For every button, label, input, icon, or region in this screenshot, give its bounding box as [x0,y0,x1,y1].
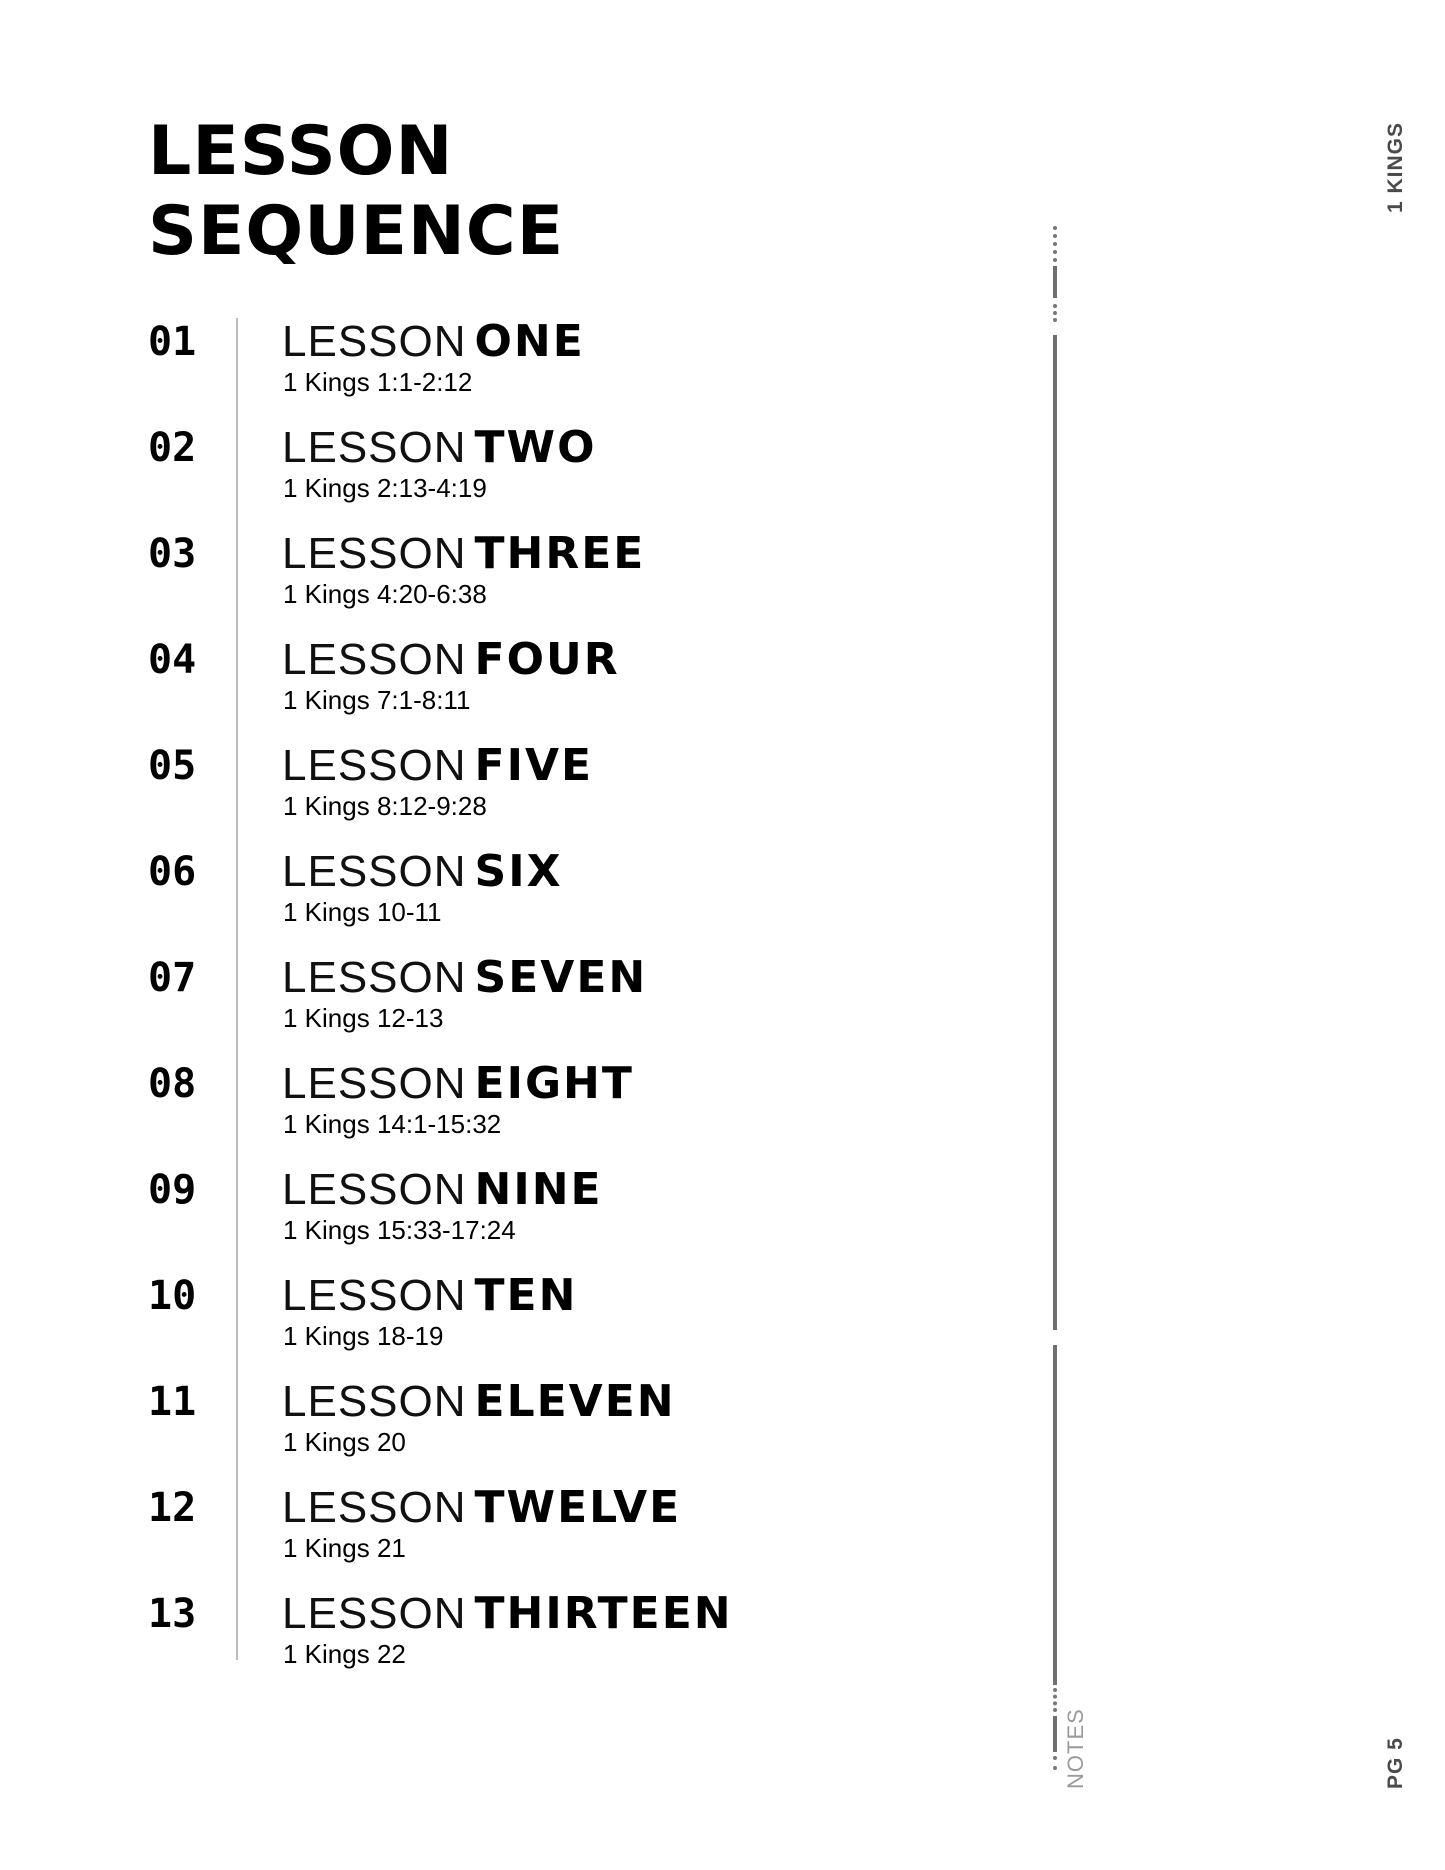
lesson-row [0,318,1000,418]
lesson-reference: 1 Kings 4:20-6:38 [283,579,487,609]
lesson-name: TWELVE [474,1482,682,1533]
lesson-number: 06 [148,849,197,895]
lesson-word: LESSON [282,847,467,896]
lesson-heading [282,954,647,1002]
lesson-name: NINE [474,1164,603,1215]
lesson-reference: 1 Kings 12-13 [283,1003,444,1033]
lesson-number: 02 [148,425,197,471]
lesson-row [0,954,1000,1054]
lesson-heading [282,1272,577,1320]
book-label: 1 KINGS [1384,121,1407,213]
lesson-reference: 1 Kings 18-19 [283,1321,444,1351]
lesson-name: ELEVEN [474,1376,676,1427]
lesson-name: THIRTEEN [474,1588,733,1639]
lesson-heading [282,848,563,896]
lesson-heading [282,636,620,684]
rule-segment-main [1053,335,1057,1330]
lesson-heading [282,1590,733,1638]
rule-segment-bottom [1053,1716,1057,1752]
lesson-name: TEN [474,1270,578,1321]
rule-dots-lower [1053,1688,1061,1712]
lesson-heading [282,424,596,472]
lesson-heading [282,1484,681,1532]
lesson-word: LESSON [282,1483,467,1532]
lesson-word: LESSON [282,1059,467,1108]
lesson-reference: 1 Kings 22 [283,1639,406,1669]
lesson-name: SEVEN [474,952,648,1003]
lesson-name: FOUR [474,634,620,685]
lesson-number: 01 [148,319,197,365]
rule-segment-top [1053,266,1057,298]
lesson-number: 13 [148,1591,197,1637]
lesson-reference: 1 Kings 2:13-4:19 [283,473,487,503]
lesson-word: LESSON [282,317,467,366]
lesson-heading [282,1060,634,1108]
lesson-word: LESSON [282,741,467,790]
lesson-reference: 1 Kings 15:33-17:24 [283,1215,516,1245]
lesson-name: EIGHT [474,1058,634,1109]
lesson-heading [282,318,585,366]
lesson-word: LESSON [282,1165,467,1214]
lesson-row [0,1166,1000,1266]
lesson-row [0,636,1000,736]
lesson-name: SIX [474,846,563,897]
lesson-row [0,1272,1000,1372]
lesson-word: LESSON [282,1271,467,1320]
lesson-reference: 1 Kings 20 [283,1427,406,1457]
lesson-name: FIVE [474,740,594,791]
lesson-reference: 1 Kings 8:12-9:28 [283,791,487,821]
lesson-word: LESSON [282,529,467,578]
lesson-number: 05 [148,743,197,789]
lesson-word: LESSON [282,635,467,684]
lesson-number: 11 [148,1379,197,1425]
lesson-row [0,848,1000,948]
lesson-number: 10 [148,1273,197,1319]
lesson-row [0,742,1000,842]
page-number: PG 5 [1384,1737,1407,1789]
lesson-number: 09 [148,1167,197,1213]
lesson-word: LESSON [282,1377,467,1426]
lesson-row [0,1484,1000,1584]
lesson-row [0,1590,1000,1690]
lesson-row [0,424,1000,524]
lesson-reference: 1 Kings 21 [283,1533,406,1563]
rule-dots-bottom [1053,1756,1061,1770]
lesson-row [0,1378,1000,1478]
lesson-name: TWO [474,422,597,473]
lesson-heading [282,742,593,790]
lesson-heading [282,1378,676,1426]
lesson-row [0,1060,1000,1160]
lesson-number: 07 [148,955,197,1001]
lesson-number: 03 [148,531,197,577]
page-title-line-2: SEQUENCE [148,192,565,271]
rule-dots-top [1053,226,1061,262]
lesson-reference: 1 Kings 14:1-15:32 [283,1109,502,1139]
lesson-heading [282,530,645,578]
lesson-word: LESSON [282,423,467,472]
lesson-reference: 1 Kings 10-11 [283,897,442,927]
lesson-heading [282,1166,603,1214]
lesson-number: 12 [148,1485,197,1531]
lesson-row [0,530,1000,630]
lesson-name: ONE [474,316,585,367]
lesson-word: LESSON [282,953,467,1002]
rule-dots-upper [1053,304,1061,322]
lesson-number: 04 [148,637,197,683]
lesson-reference: 1 Kings 7:1-8:11 [283,685,471,715]
rule-segment-lower [1053,1345,1057,1685]
page-title-line-1: LESSON [148,112,454,191]
lesson-word: LESSON [282,1589,467,1638]
lesson-number: 08 [148,1061,197,1107]
notes-label: NOTES [1063,1708,1088,1789]
lesson-reference: 1 Kings 1:1-2:12 [283,367,473,397]
lesson-name: THREE [474,528,646,579]
